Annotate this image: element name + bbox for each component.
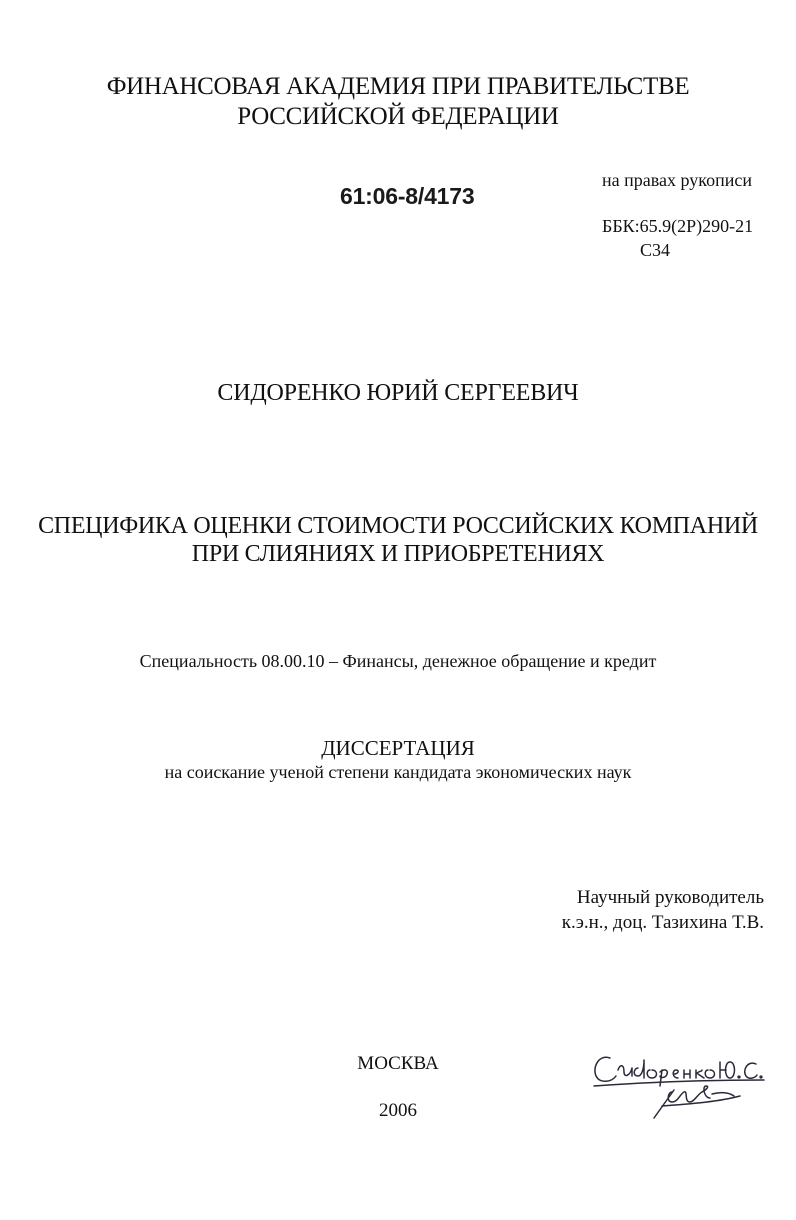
document-type: ДИССЕРТАЦИЯ (321, 736, 475, 760)
city: МОСКВА (357, 1053, 439, 1074)
institution-line-1: ФИНАНСОВАЯ АКАДЕМИЯ ПРИ ПРАВИТЕЛЬСТВЕ (106, 73, 690, 100)
advisor-name: к.э.н., доц. Тазихина Т.В. (561, 912, 764, 933)
author-name: СИДОРЕНКО ЮРИЙ СЕРГЕЕВИЧ (217, 380, 579, 406)
bbk-code: ББК:65.9(2Р)290-21 (602, 216, 754, 236)
institution-name (0, 72, 796, 132)
author-signature (588, 1040, 768, 1122)
dissertation-title (0, 512, 796, 568)
year: 2006 (379, 1100, 417, 1121)
title-line-2: ПРИ СЛИЯНИЯХ И ПРИОБРЕТЕНИЯХ (191, 541, 605, 567)
specialty: Специальность 08.00.10 – Финансы, денежное обращение и кредит (139, 651, 657, 671)
scientific-advisor (562, 885, 764, 935)
author-mark-code: С34 (640, 240, 671, 260)
bbk-classification (602, 214, 753, 262)
advisor-role: Научный руководитель (576, 887, 764, 908)
title-line-1: СПЕЦИФИКА ОЦЕНКИ СТОИМОСТИ РОССИЙСКИХ КОМПАНИЙ (38, 513, 758, 539)
institution-line-2: РОССИЙСКОЙ ФЕДЕРАЦИИ (237, 103, 559, 130)
rights-note: на правах рукописи (602, 170, 752, 190)
degree-statement: на соискание ученой степени кандидата экономических наук (164, 762, 632, 782)
catalog-number-stamp: 61:06-8/4173 (340, 183, 475, 209)
